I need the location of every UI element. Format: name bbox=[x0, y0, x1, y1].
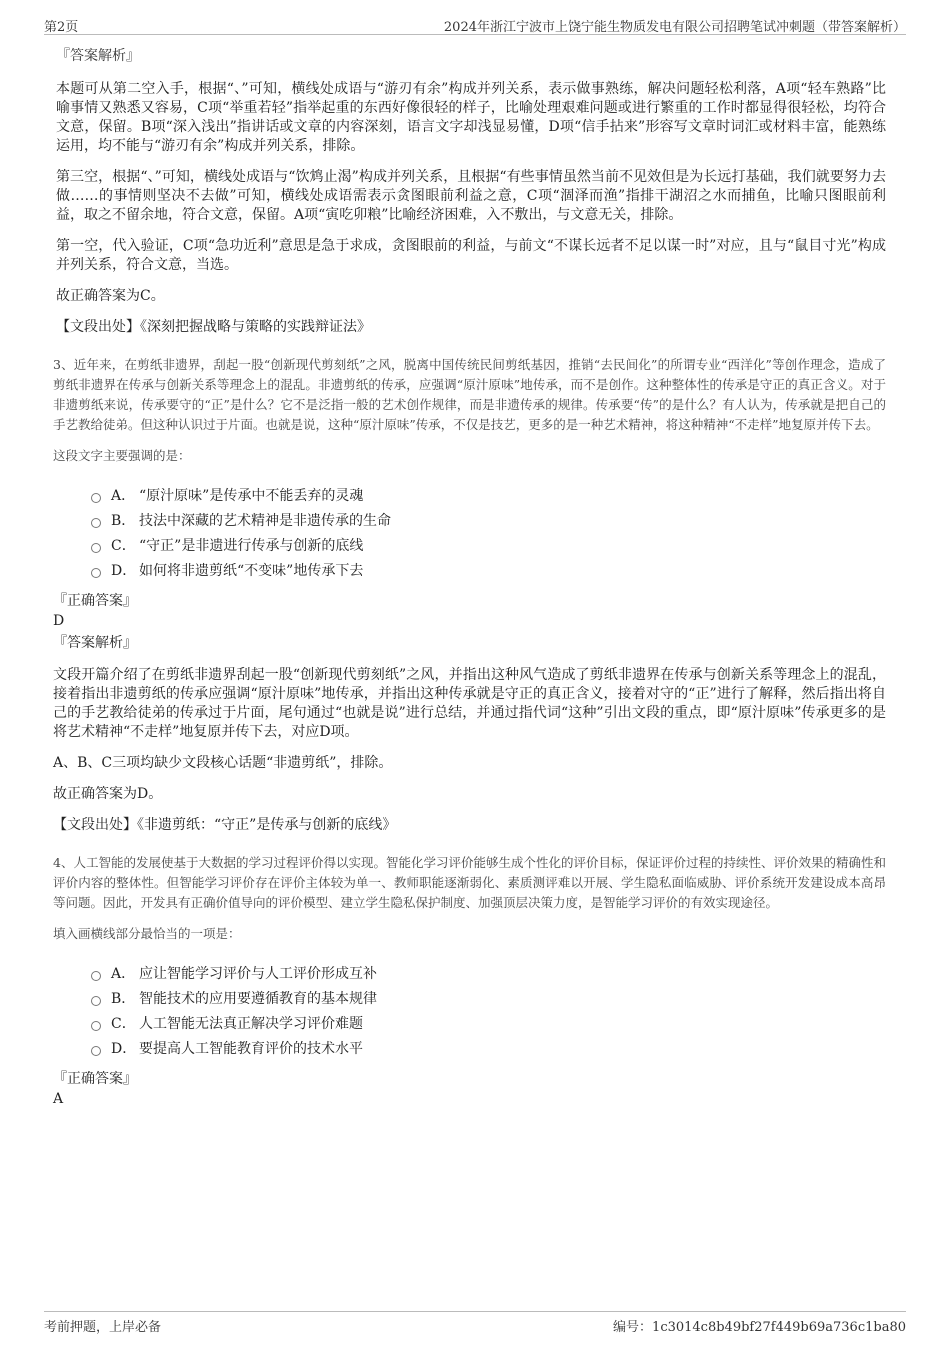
q3-prompt: 这段文字主要强调的是： bbox=[53, 448, 191, 463]
radio-icon[interactable] bbox=[91, 518, 101, 528]
option-letter: C． bbox=[111, 538, 136, 554]
q3-option-d[interactable] bbox=[53, 559, 886, 584]
question-4 bbox=[53, 853, 886, 1108]
radio-icon[interactable] bbox=[91, 543, 101, 553]
q3-answer-label: 『正确答案』 bbox=[53, 593, 137, 609]
q4-answer: A bbox=[53, 1091, 64, 1107]
q2-analysis-paragraph-3: 第一空，代入验证，C项“急功近利”意思是急于求成，贪图眼前的利益，与前文“不谋长远者不足以谋一时”对应，且与“鼠目寸光”构成并列关系，符合文意，当选。 bbox=[56, 238, 886, 273]
q4-text: 4、人工智能的发展使基于大数据的学习过程评价得以实现。智能化学习评价能够生成个性化的评价目标，保证评价过程的持续性、评价效果的精确性和评价内容的整体性。但智能学习评价存在评价主体较为单一、教师职能逐渐弱化、素质测评难以开展、学生隐私面临威胁、评价系统开发建设成本高昂等问题。因此，开发具有正确价值导向的评价模型、建立学生隐私保护制度、加强顶层决策力度，是智能学习评价的有效实现途径。 bbox=[53, 855, 886, 910]
radio-icon[interactable] bbox=[91, 568, 101, 578]
q2-analysis bbox=[56, 46, 886, 337]
q3-option-c[interactable] bbox=[53, 534, 886, 559]
page-header bbox=[44, 14, 906, 35]
radio-icon[interactable] bbox=[91, 996, 101, 1006]
q2-analysis-paragraph-1: 本题可从第二空入手，根据“、”可知，横线处成语与“游刃有余”构成并列关系，表示做事熟练，解决问题轻松利落，A项“轻车熟路”比喻事情又熟悉又容易，C项“举重若轻”指举起重的东西好像很轻的样子，比喻处理艰难问题或进行繁重的工作时都显得很轻松，均符合文意，保留。B项“深入浅出”指讲话或文章的内容深刻，语言文字却浅显易懂，D项“信手拈来”形容写文章时词汇或材料丰富，能熟练运用，均不能与“游刃有余”构成并列关系，排除。 bbox=[56, 81, 886, 154]
q3-answer: D bbox=[53, 613, 65, 629]
page-content bbox=[53, 46, 886, 1108]
q3-option-b[interactable] bbox=[53, 509, 886, 534]
option-letter: D． bbox=[111, 563, 137, 579]
q3-option-a[interactable] bbox=[53, 484, 886, 509]
q2-source: 【文段出处】《深刻把握战略与策略的实践辩证法》 bbox=[56, 319, 371, 335]
q4-answer-label: 『正确答案』 bbox=[53, 1071, 137, 1087]
option-text: 要提高人工智能教育评价的技术水平 bbox=[139, 1041, 363, 1057]
radio-icon[interactable] bbox=[91, 1046, 101, 1056]
option-text: 智能技术的应用要遵循教育的基本规律 bbox=[139, 991, 377, 1007]
option-text: 如何将非遗剪纸“不变味”地传承下去 bbox=[139, 563, 364, 579]
radio-icon[interactable] bbox=[91, 493, 101, 503]
q4-option-d[interactable] bbox=[53, 1037, 886, 1062]
footer-slogan: 考前押题，上岸必备 bbox=[44, 1320, 162, 1335]
q4-option-b[interactable] bbox=[53, 987, 886, 1012]
option-text: 应让智能学习评价与人工评价形成互补 bbox=[139, 966, 377, 982]
q4-option-a[interactable] bbox=[53, 962, 886, 987]
q4-option-c[interactable] bbox=[53, 1012, 886, 1037]
q3-analysis-paragraph-1: 文段开篇介绍了在剪纸非遗界刮起一股“创新现代剪刻纸”之风，并指出这种风气造成了剪纸非遗界在传承与创新关系等理念上的混乱，接着指出非遗剪纸的传承应强调“原汁原味”地传承，并指出这种传承就是守正的真正含义，接着对守的“正”进行了解释，然后指出将自己的手艺教给徒弟的传承过于片面，尾句通过“也就是说”进行总结，并通过指代词“这种”引出文段的重点，即“原汁原味”传承更多的是将艺术精神“不走样”地复原并传下去，对应D项。 bbox=[53, 667, 886, 740]
option-letter: A． bbox=[111, 488, 136, 504]
q2-analysis-label: 『答案解析』 bbox=[56, 48, 140, 64]
option-letter: A． bbox=[111, 966, 136, 982]
q3-analysis-label: 『答案解析』 bbox=[53, 635, 137, 651]
q2-analysis-paragraph-2: 第三空，根据“、”可知，横线处成语与“饮鸩止渴”构成并列关系，且根据“有些事情虽然当前不见效但是为长远打基础，我们就要努力去做……的事情则坚决不去做”可知，横线处成语需表示贪图眼前利益之意，C项“涸泽而渔”指排干湖沼之水而捕鱼，比喻只图眼前利益，取之不留余地，符合文意，保留。A项“寅吃卯粮”比喻经济困难，入不敷出，与文意无关，排除。 bbox=[56, 169, 886, 223]
radio-icon[interactable] bbox=[91, 1021, 101, 1031]
footer-serial: 编号：1c3014c8b49bf27f449b69a736c1ba80 bbox=[613, 1320, 906, 1335]
option-letter: B． bbox=[111, 991, 136, 1007]
option-text: “守正”是非遗进行传承与创新的底线 bbox=[139, 538, 364, 554]
q3-source: 【文段出处】《非遗剪纸：“守正”是传承与创新的底线》 bbox=[53, 817, 397, 833]
q2-conclusion: 故正确答案为C。 bbox=[56, 288, 165, 304]
option-text: “原汁原味”是传承中不能丢弃的灵魂 bbox=[139, 488, 364, 504]
question-3 bbox=[53, 355, 886, 835]
q3-analysis-paragraph-2: A、B、C三项均缺少文段核心话题“非遗剪纸”，排除。 bbox=[53, 755, 393, 771]
document-title: 2024年浙江宁波市上饶宁能生物质发电有限公司招聘笔试冲刺题（带答案解析） bbox=[443, 20, 906, 35]
q3-conclusion: 故正确答案为D。 bbox=[53, 786, 163, 802]
option-letter: D． bbox=[111, 1041, 137, 1057]
page-footer bbox=[44, 1311, 906, 1336]
radio-icon[interactable] bbox=[91, 971, 101, 981]
option-letter: B． bbox=[111, 513, 136, 529]
option-letter: C． bbox=[111, 1016, 136, 1032]
page-number: 第2页 bbox=[44, 20, 79, 35]
option-text: 人工智能无法真正解决学习评价难题 bbox=[139, 1016, 363, 1032]
option-text: 技法中深藏的艺术精神是非遗传承的生命 bbox=[139, 513, 391, 529]
q3-text: 3、近年来，在剪纸非遗界，刮起一股“创新现代剪刻纸”之风，脱离中国传统民间剪纸基因，推销“去民间化”的所谓专业“西洋化”等创作理念，造成了剪纸非遗界在传承与创新关系等理念上的混乱。非遗剪纸的传承，应强调“原汁原味”地传承，而不是创作。这种整体性的传承是守正的真正含义。对于非遗剪纸来说，传承要守的“正”是什么？它不是泛指一般的艺术创作规律，而是非遗传承的规律。传承要“传”的是什么？有人认为，传承就是把自己的手艺教给徒弟。但这种认识过于片面。也就是说，这种“原汁原味”传承，不仅是技艺，更多的是一种艺术精神，将这种精神“不走样”地复原并传下去。 bbox=[53, 357, 886, 432]
q4-prompt: 填入画横线部分最恰当的一项是： bbox=[53, 926, 241, 941]
